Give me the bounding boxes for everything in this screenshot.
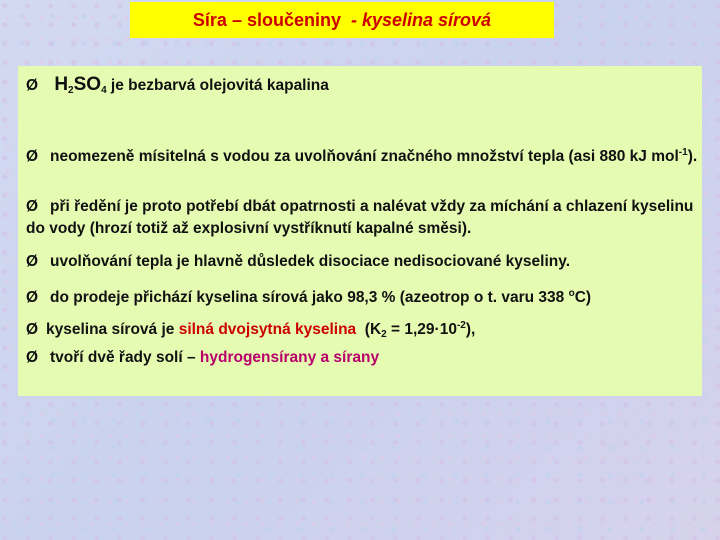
arrow-bullet-icon: Ø — [26, 148, 39, 165]
bullet-2-end: ). — [687, 148, 698, 165]
bullet-4-text: uvolňování tepla je hlavně důsledek disociace nedisociované kyseliny. — [50, 253, 571, 270]
title-main: Síra – sloučeniny — [192, 9, 341, 30]
bullet-6-end: ), — [465, 321, 476, 338]
title-subtitle: - kyselina sírová — [340, 9, 492, 30]
formula-h: H — [54, 74, 69, 95]
bullet-1 — [26, 74, 698, 102]
bullet-6-highlight: silná dvojsytná kyselina — [178, 321, 357, 338]
bullet-5 — [26, 283, 698, 309]
bullet-3 — [26, 196, 698, 240]
bullet-7 — [26, 347, 698, 369]
arrow-bullet-icon: Ø — [26, 349, 39, 366]
bullet-6-sup: -2 — [456, 320, 466, 331]
formula-sub-2: 2 — [68, 85, 74, 96]
formula-sub-4: 4 — [101, 85, 107, 96]
arrow-bullet-icon: Ø — [26, 198, 39, 215]
arrow-bullet-icon: Ø — [26, 77, 39, 94]
bullet-2-sup: -1 — [678, 147, 688, 158]
bullet-2-text: neomezeně mísitelná s vodou za uvolňování značného množství tepla (asi 880 kJ mol — [50, 148, 679, 165]
formula-so: SO — [73, 74, 102, 95]
bullet-1-text: je bezbarvá olejovitá kapalina — [106, 77, 329, 94]
bullet-3-text: při ředění je proto potřebí dbát opatrnosti a nalévat vždy za míchání a chlazení kyselinu do vody (hrozí totiž až explosivní vystříknutí kapalné směsi). — [26, 198, 694, 237]
bullet-4 — [26, 251, 698, 273]
bullet-5-sup: o — [568, 288, 575, 299]
bullet-7-highlight: hydrogensírany a sírany — [199, 349, 380, 366]
arrow-bullet-icon: Ø — [26, 289, 39, 306]
bullet-7-pre: tvoří dvě řady solí – — [50, 349, 200, 366]
arrow-bullet-icon: Ø — [26, 253, 39, 270]
slide-title — [130, 2, 554, 38]
bullet-6-val: = 1,29·10 — [386, 321, 457, 338]
bullet-2 — [26, 142, 698, 168]
arrow-bullet-icon: Ø — [26, 321, 39, 338]
bullet-5-end: C) — [574, 289, 592, 306]
bullet-6-sub: 2 — [381, 329, 387, 340]
bullet-5-text: do prodeje přichází kyselina sírová jako 98,3 % (azeotrop o t. varu 338 — [50, 289, 569, 306]
bullet-6 — [26, 315, 698, 346]
content-panel — [18, 66, 702, 396]
bullet-6-mid: (K — [356, 321, 382, 338]
bullet-6-pre: kyselina sírová je — [46, 321, 179, 338]
